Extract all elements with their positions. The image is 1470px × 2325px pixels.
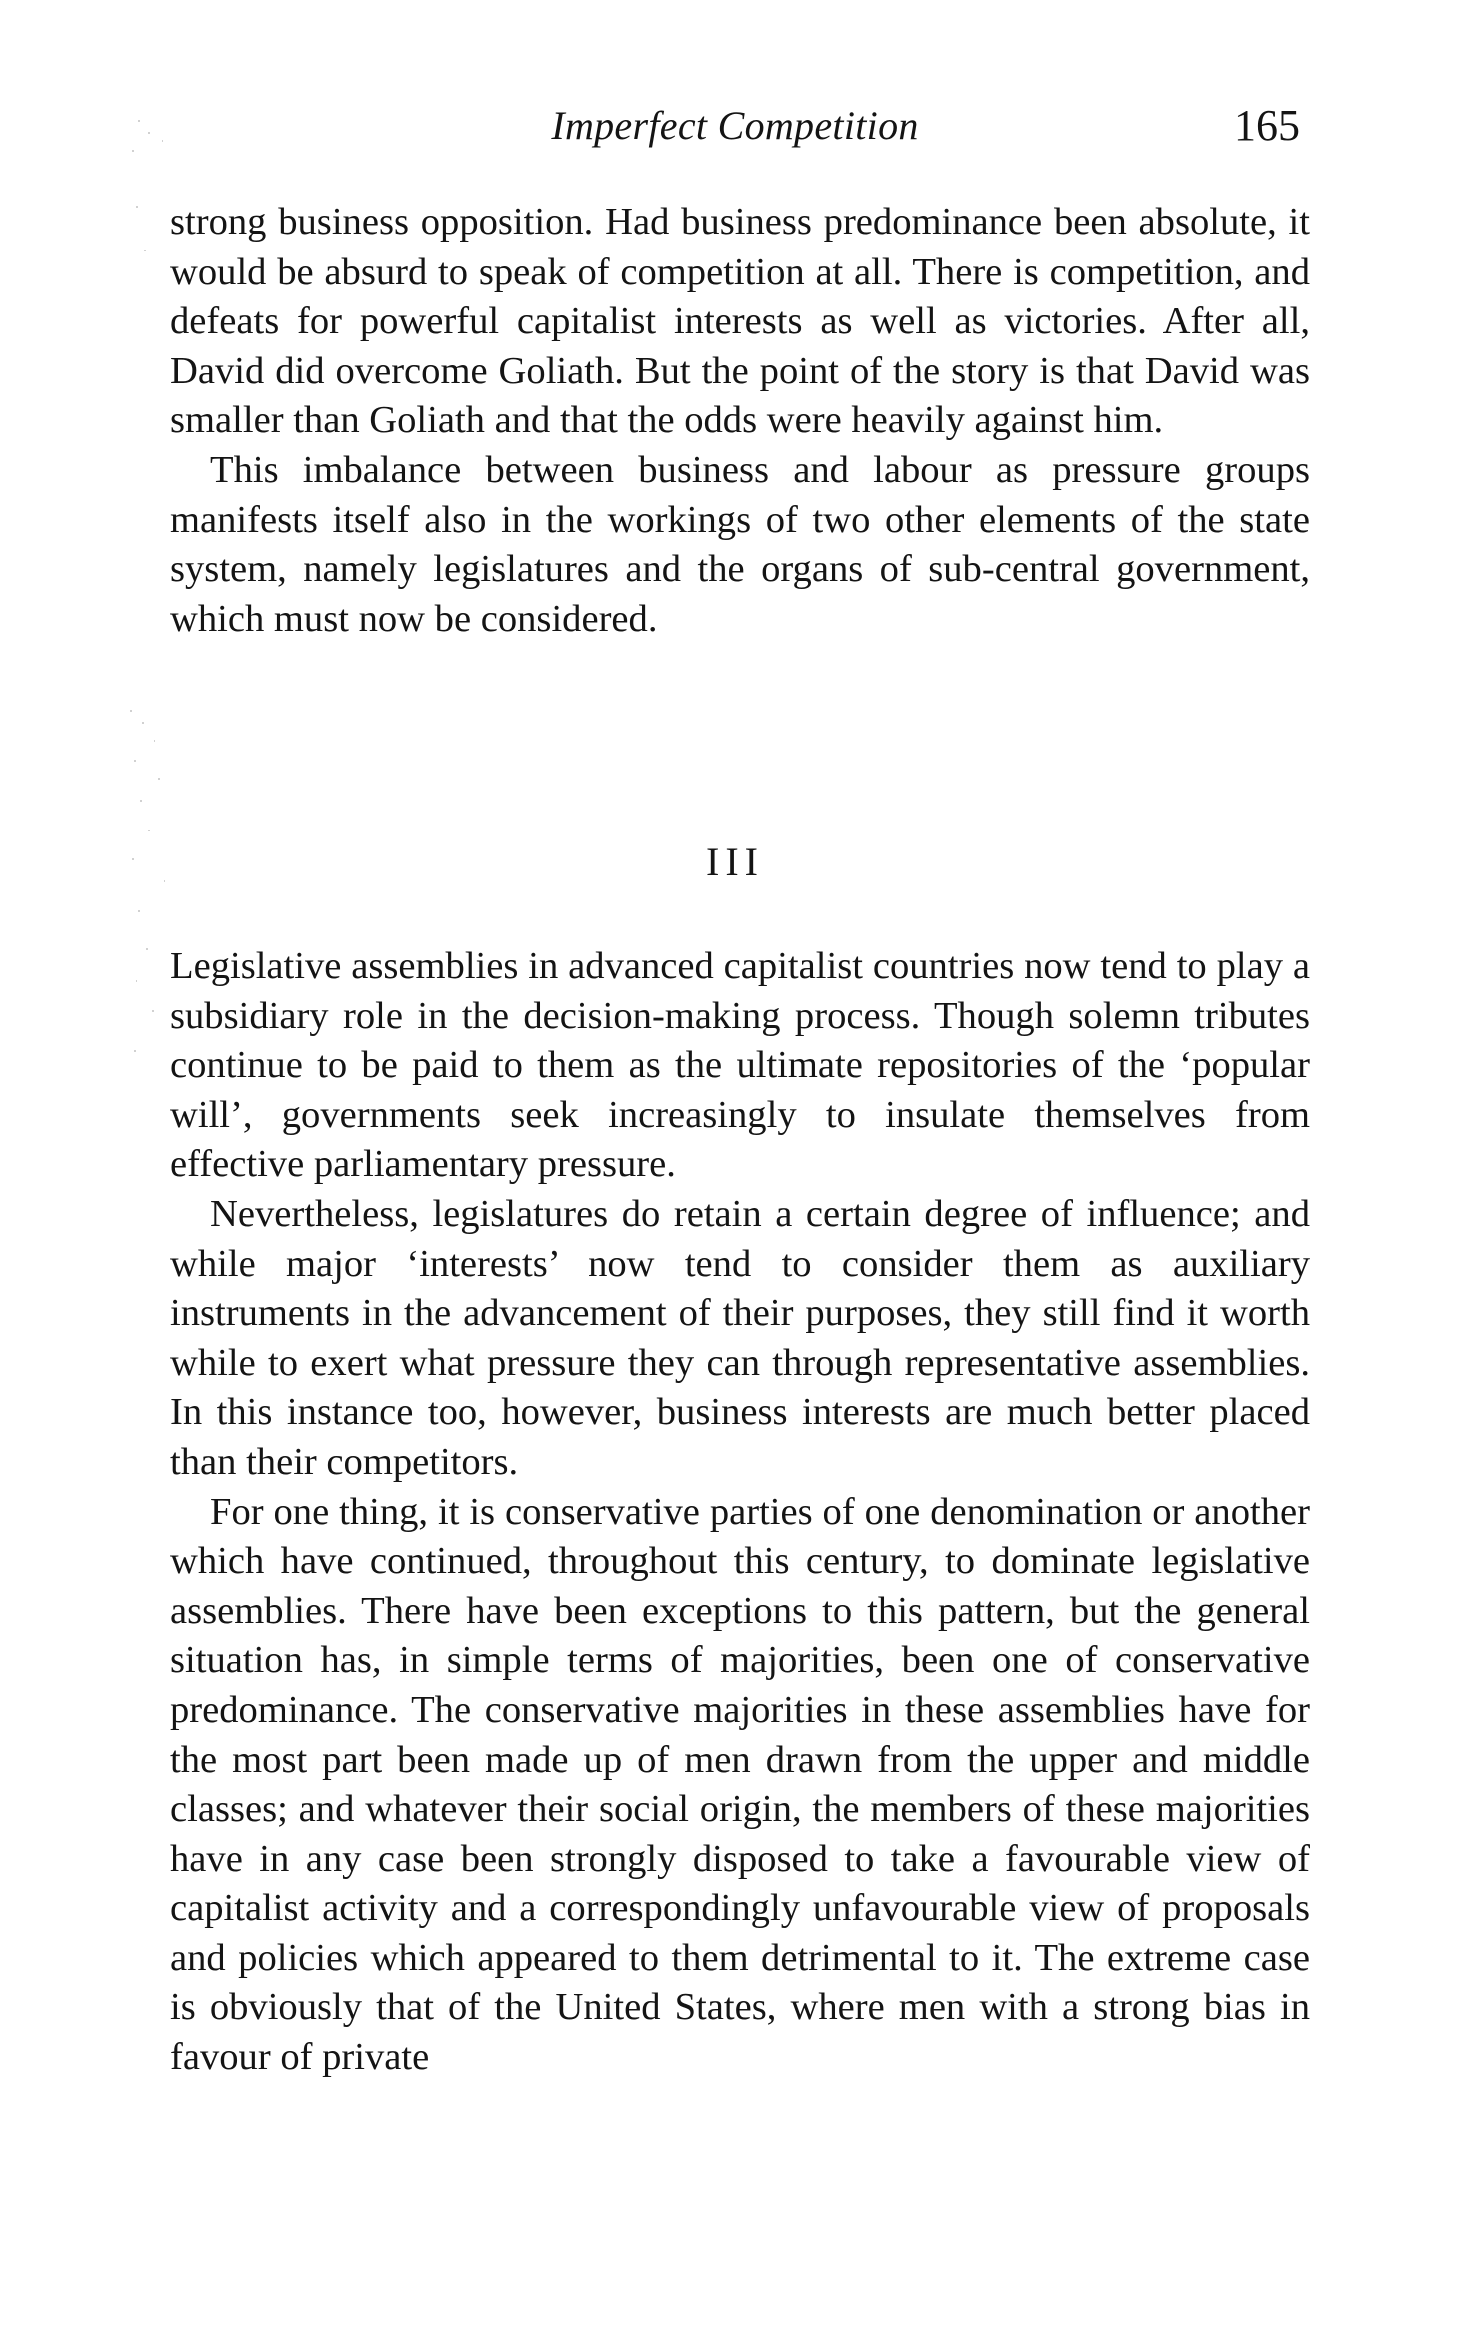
- page-number: 165: [1234, 101, 1300, 150]
- running-head: [0, 96, 1470, 156]
- section-heading: III: [706, 839, 764, 884]
- paragraph-conservative-parties: For one thing, it is conservative parties of one denomination or another which have continued, throughout this century, to dominate legislative assemblies. There have been exceptions to this pattern, but the general situation has, in simple terms of majorities, been one of conservative predominance. The conservative majorities in these assemblies have for the most part been made up of men drawn from the upper and middle classes; and whatever their social origin, the members of these majorities have in any case been strongly disposed to take a favourable view of capitalist activity and a correspondingly unfavourable view of proposals and policies which appeared to them detrimental to it. The extreme case is obviously that of the United States, where men with a strong bias in favour of private: [170, 1490, 1310, 2079]
- paragraph-nevertheless: Nevertheless, legislatures do retain a certain degree of influence; and while major ‘interests’ now tend to consider them as auxiliary instruments in the advancement of their purposes, they still find it worth while to exert what pressure they can through representative assemblies. In this instance too, however, business interests are much better placed than their competitors.: [170, 1192, 1310, 1483]
- paragraph-imbalance: This imbalance between business and labour as pressure groups manifests itself also in the workings of two other elements of the state system, namely legislatures and the organs of sub-central government, which must now be considered.: [170, 448, 1310, 640]
- running-title: Imperfect Competition: [551, 103, 919, 148]
- body-text-bottom: [170, 942, 1310, 2083]
- paragraph-continuation: strong business opposition. Had business predominance been absolute, it would be absurd to speak of competition at all. There is competition, and defeats for powerful capitalist interests as well as victories. After all, David did overcome Goliath. But the point of the story is that David was smaller than Goliath and that the odds were heavily against him.: [170, 201, 1310, 442]
- paragraph-legislative-assemblies: Legislative assemblies in advanced capitalist countries now tend to play a subsidiary role in the decision-making process. Though solemn tributes continue to be paid to them as the ultimate repositories of the ‘popular will’, governments seek increasingly to insulate themselves from effective parliamentary pressure.: [170, 945, 1310, 1186]
- body-text-top: [170, 198, 1310, 644]
